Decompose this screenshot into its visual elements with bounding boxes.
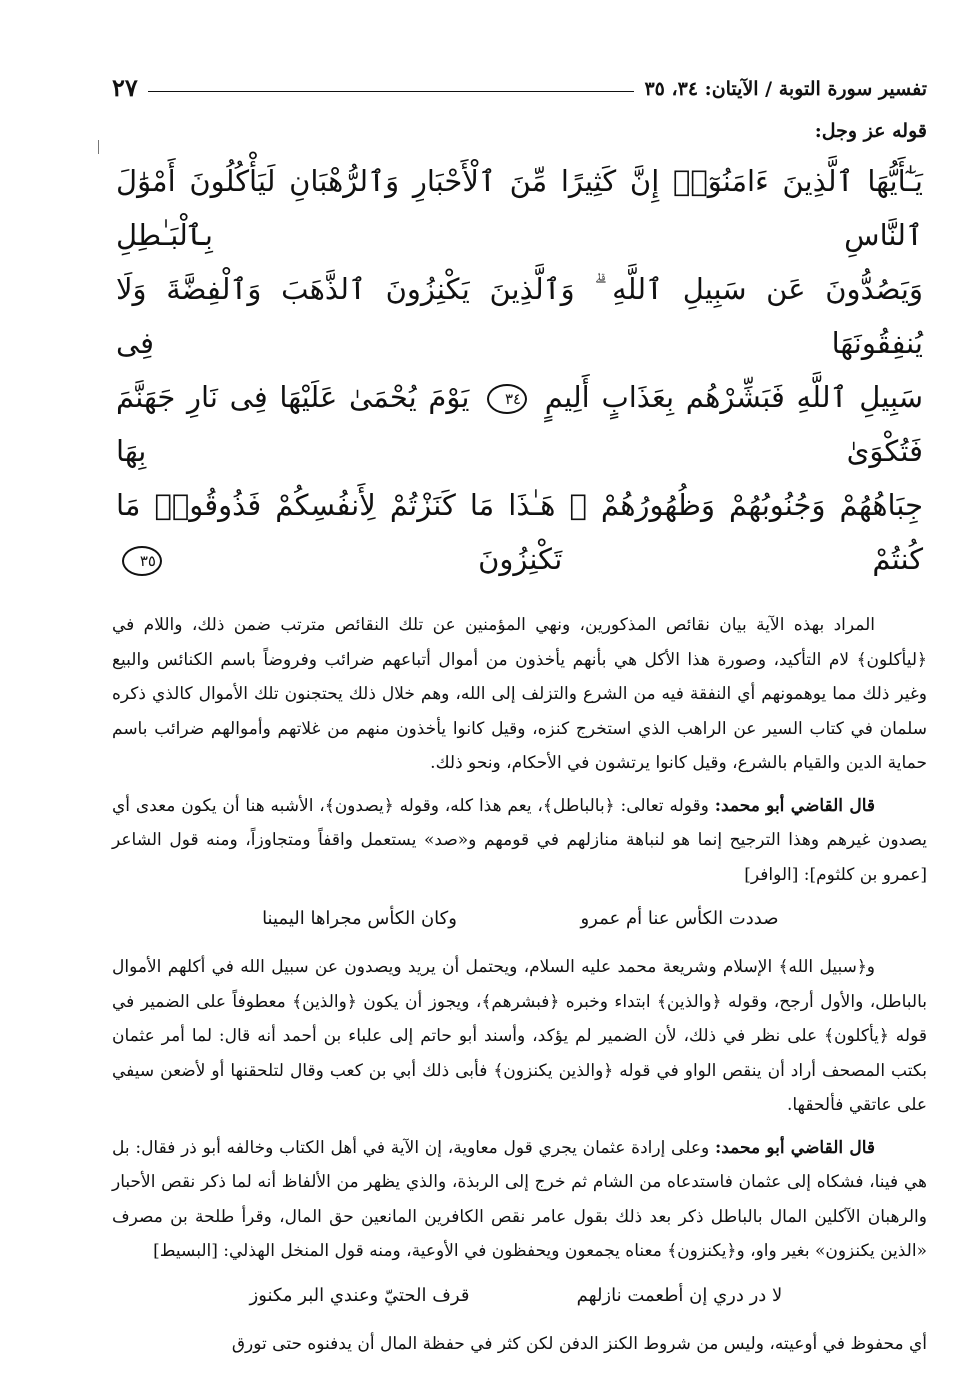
speaker-label-2: قال القاضي أبو محمد: — [714, 1137, 876, 1158]
verse-line-4 — [116, 478, 923, 586]
header-rule — [148, 91, 635, 92]
page-content — [112, 110, 927, 1369]
paragraph-4 — [112, 1131, 927, 1269]
paragraph-4-text: وعلى إرادة عثمان يجري قول معاوية، إن الآية في أهل الكتاب وخالفه أبو ذر فقال: بل هي فينا، فشكاه إلى عثمان فاستدعاه من الشام ثم خرج إلى الربذة، والذي يظهر من الألفاظ أنه لما ذكر نقص الأحبار والرهبان الآكلين المال بالباطل ذكر بعد ذلك بقول عامر نقص الكافرين المانعين حق المال، وقرأ طلحة بن مصرف «الذين يكنزون» بغير واو، و﴿يكنزون﴾ معناه يجمعون ويحفظون في الأوعية، ومنه قول المنخل الهذلي: [البسيط] — [112, 1137, 927, 1261]
verse-line-3 — [116, 370, 923, 478]
paragraph-2 — [112, 789, 927, 893]
poem-verse-1 — [112, 902, 927, 936]
paragraph-3: و﴿سبيل الله﴾ الإسلام وشريعة محمد عليه السلام، ويحتمل أن يريد ويصدون عن سبيل الله في أكلهم الأموال بالباطل، والأول أرجح، وقوله ﴿والذين﴾ ابتداء وخبره ﴿فبشرهم﴾، ويجوز أن يكون ﴿والذين﴾ معطوفاً على الضمير في قوله ﴿يأكلون﴾ على نظر في ذلك، لأن الضمير لم يؤكد، وأسند أبو حاتم إلى علباء بن أحمد أنه قال: لما أمر عثمان بكتب المصحف أراد أن ينقص الواو في قوله ﴿والذين يكنزون﴾ فأبى ذلك أبي بن كعب وقال لتلحقنها أو لأضعن سيفي على عاتقي فألحقها. — [112, 957, 927, 1115]
speaker-label: قال القاضي أبو محمد: — [714, 795, 876, 816]
verse-line-3b: يَوْمَ يُحْمَىٰ عَلَيْهَا فِى نَارِ جَهَنَّمَ فَتُكْوَىٰ بِهَا — [116, 380, 923, 468]
verse-line-1: يَـٰٓأَيُّهَا ٱلَّذِينَ ءَامَنُوٓا۟ إِنَّ كَثِيرًا مِّنَ ٱلْأَحْبَارِ وَٱلرُّهْبَانِ لَيَأْكُلُونَ أَمْوَٰلَ ٱلنَّاسِ بِٱلْبَـٰطِلِ — [116, 164, 923, 252]
paragraph-1: المراد بهذه الآية بيان نقائص المذكورين، ونهي المؤمنين عن تلك النقائص مترتب ضمن ذلك، واللام في ﴿ليأكلون﴾ لام التأكيد، وصورة هذا الأكل هي بأنهم يأخذون من أموال أتباعهم ضرائب وفروضاً باسم الكنائس والبيع وغير ذلك مما يوهمونهم أي النفقة فيه من الشرع والتزلف إلى الله، وهم خلال ذلك يحتجنون تلك الأموال كالذي ذكره سلمان في كتاب السير عن الراهب الذي استخرج كنزه، وقيل كانوا يأخذون منهم من غلاتهم وأموالهم ضرائب باسم حماية الدين والقيام بالشرع، وقيل كانوا يرتشون في الأحكام، ونحو ذلك. — [112, 615, 927, 773]
intro-heading: قوله عز وجل: — [814, 120, 927, 142]
verse-line-2: وَيَصُدُّونَ عَن سَبِيلِ ٱللَّهِ ۗ وَٱلَّذِينَ يَكْنِزُونَ ٱلذَّهَبَ وَٱلْفِضَّةَ وَلَا يُنفِقُونَهَا فِى — [116, 272, 923, 360]
verse-number-35: ٣٥ — [122, 546, 162, 576]
verse-line-4-text: جِبَاهُهُمْ وَجُنُوبُهُمْ وَظُهُورُهُمْ ۖ هَـٰذَا مَا كَنَزْتُمْ لِأَنفُسِكُمْ فَذُوقُوا۟ مَا كُنتُمْ تَكْنِزُونَ — [116, 488, 923, 576]
poem-1-second-hemistich: وكان الكأس مجراها اليمينا — [262, 908, 457, 929]
margin-mark — [98, 140, 99, 154]
quran-verse-block — [116, 154, 923, 586]
running-header — [112, 66, 927, 102]
paragraph-2-text: وقوله تعالى: ﴿بالباطل﴾، يعم هذا كله، وقوله ﴿يصدون﴾، الأشبه هنا أن يكون معدى أي يصدون غيرهم وهذا الترجيح إنما هو لنباهة منازلهم في قومهم و«صد» يستعمل واقفاً ومتجاوزاً، ومنه قول الشاعر [عمرو بن كلثوم]: [الوافر] — [112, 795, 927, 885]
page-number: ٢٧ — [112, 73, 138, 102]
poem-2-second-hemistich: قرف الحتيّ وعندي البر مكنوز — [249, 1284, 470, 1306]
running-title: تفسير سورة التوبة / الآيتان: ٣٤، ٣٥ — [644, 78, 927, 100]
verse-line-3a: سَبِيلِ ٱللَّهِ فَبَشِّرْهُم بِعَذَابٍ أَلِيمٍ — [544, 380, 924, 414]
paragraph-5: أي محفوظ في أوعيته، وليس من شروط الكنز الدفن لكن كثر في حفظة المال أن يدفنوه حتى تورق — [231, 1333, 927, 1354]
poem-verse-2 — [112, 1279, 927, 1313]
poem-2-first-hemistich: لا در دري إن أطعمت نازلهم — [576, 1284, 783, 1306]
poem-1-first-hemistich: صددت الكأس عنا أم عمرو — [580, 908, 779, 929]
verse-number-34: ٣٤ — [487, 384, 527, 414]
